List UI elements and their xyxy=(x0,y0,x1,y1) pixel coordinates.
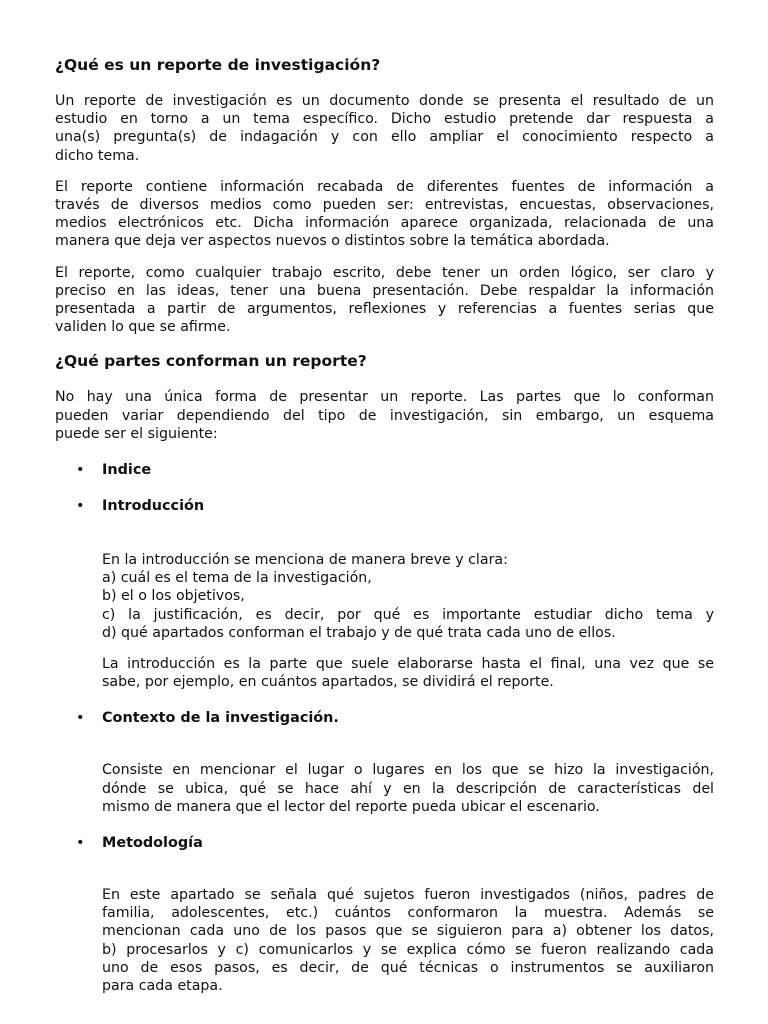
text-line: Consiste en mencionar el lugar o lugares en los que se hizo la investigación, xyxy=(102,762,714,779)
text-line: No hay una única forma de presentar un reporte. Las partes que lo conforman xyxy=(55,389,714,406)
bullet-icon: • xyxy=(76,835,85,852)
paragraph-definition xyxy=(55,92,714,165)
list-item-label: Metodología xyxy=(102,835,203,852)
text-line: sabe, por ejemplo, en cuántos apartados, se dividirá el reporte. xyxy=(102,674,554,691)
section-title-what-is-report: ¿Qué es un reporte de investigación? xyxy=(55,56,381,74)
list-item-label: Introducción xyxy=(102,498,205,515)
text-line: dicho tema. xyxy=(55,147,140,164)
text-line: uno de esos pasos, es decir, de qué técnicas o instrumentos se auxiliaron xyxy=(102,959,714,976)
text-line: para cada etapa. xyxy=(102,978,223,995)
text-line: En este apartado se señala qué sujetos fueron investigados (niños, padres de xyxy=(102,887,714,904)
text-line: familia, adolescentes, etc.) cuántos conformaron la muestra. Además se xyxy=(102,905,714,922)
text-line: El reporte, como cualquier trabajo escrito, debe tener un orden lógico, ser claro y xyxy=(55,264,714,281)
text-line: d) qué apartados conforman el trabajo y de qué trata cada uno de ellos. xyxy=(102,624,616,641)
text-line: mencionan cada uno de los pasos que se siguieron para a) obtener los datos, xyxy=(102,923,714,940)
list-item-indice xyxy=(55,461,714,479)
text-line: presentada a partir de argumentos, reflexiones y referencias a fuentes serias que xyxy=(55,301,714,318)
text-line: manera que deja ver aspectos nuevos o distintos sobre la temática abordada. xyxy=(55,233,610,250)
text-line: b) el o los objetivos, xyxy=(102,588,245,605)
list-item-contexto xyxy=(55,709,714,727)
text-line: b) procesarlos y c) comunicarlos y se explica cómo se fueron realizando cada xyxy=(102,941,714,958)
text-line: El reporte contiene información recabada de diferentes fuentes de información a xyxy=(55,178,714,195)
text-line: En la introducción se menciona de manera breve y clara: xyxy=(102,552,508,569)
text-line: Un reporte de investigación es un documento donde se presenta el resultado de un xyxy=(55,93,714,109)
list-item-label: Indice xyxy=(102,462,152,479)
text-line: c) la justificación, es decir, por qué es importante estudiar dicho tema y xyxy=(102,606,714,623)
introduccion-note xyxy=(102,655,714,691)
text-line: puede ser el siguiente: xyxy=(55,425,218,442)
text-line: pueden variar dependiendo del tipo de investigación, sin embargo, un esquema xyxy=(55,407,714,424)
text-line: La introducción es la parte que suele elaborarse hasta el final, una vez que se xyxy=(102,656,714,673)
report-parts-list xyxy=(55,461,714,995)
paragraph-content xyxy=(55,178,714,251)
text-line: dónde se ubica, qué se hace ahí y en la descripción de características del xyxy=(102,780,714,797)
text-line: mismo de manera que el lector del reporte pueda ubicar el escenario. xyxy=(102,798,600,815)
section-title-report-parts: ¿Qué partes conforman un reporte? xyxy=(55,352,367,371)
text-line: una(s) pregunta(s) de indagación y con ello ampliar el conocimiento respecto a xyxy=(55,129,714,146)
text-line: preciso en las ideas, tener una buena presentación. Debe respaldar la información xyxy=(55,282,714,299)
bullet-icon: • xyxy=(76,710,85,727)
text-line: estudio en torno a un tema específico. Dicho estudio pretende dar respuesta a xyxy=(55,111,714,128)
paragraph-parts-intro xyxy=(55,388,714,443)
text-line: través de diversos medios como pueden ser: entrevistas, encuestas, observaciones, xyxy=(55,197,714,214)
document-page xyxy=(55,50,714,995)
list-item-introduccion xyxy=(55,497,714,515)
contexto-description xyxy=(102,761,714,816)
text-line: a) cuál es el tema de la investigación, xyxy=(102,570,372,587)
list-item-metodologia xyxy=(55,834,714,852)
text-line: validen lo que se afirme. xyxy=(55,319,231,336)
introduccion-description xyxy=(102,551,714,642)
bullet-icon: • xyxy=(76,462,85,479)
paragraph-order xyxy=(55,264,714,337)
metodologia-description xyxy=(102,886,714,995)
bullet-icon: • xyxy=(76,498,85,515)
text-line: medios electrónicos etc. Dicha información aparece organizada, relacionada de una xyxy=(55,215,714,232)
list-item-label: Contexto de la investigación. xyxy=(102,710,339,727)
